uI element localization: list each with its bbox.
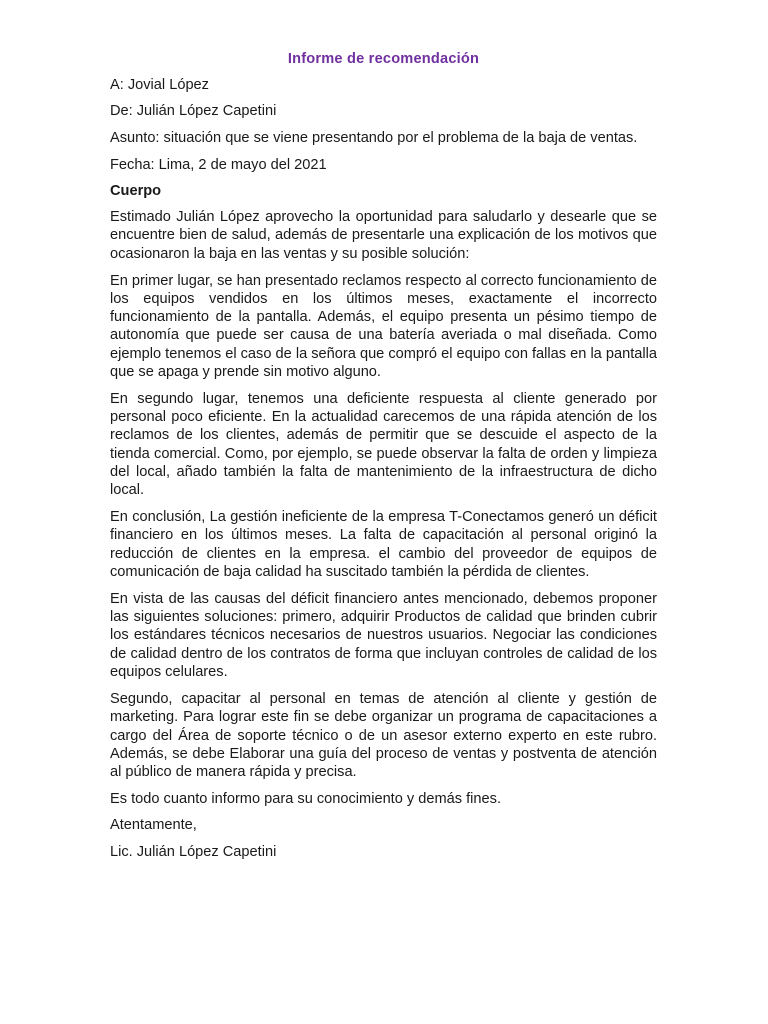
recipient-line: A: Jovial López <box>110 77 209 94</box>
body-paragraph: En conclusión, La gestión ineficiente de la empresa T-Conectamos generó un déficit financiero en los últimos meses. La falta de capacitación al personal originó la reducción de clientes en la empresa. el cambio del proveedor de equipos de comunicación de baja calidad ha suscitado también la pérdida de clientes. <box>110 509 657 580</box>
document-title: Informe de recomendación <box>287 51 480 67</box>
body-paragraph: En primer lugar, se han presentado reclamos respecto al correcto funcionamiento de los equipos vendidos en los últimos meses, exactamente el incorrecto funcionamiento de la pantalla. Además, el equipo presenta un pésimo tiempo de autonomía que puede ser causa de una batería averiada o mal diseñada. Como ejemplo tenemos el caso de la señora que compró el equipo con fallas en la pantalla que se apaga y prende sin motivo alguno. <box>110 272 657 380</box>
body-paragraph: En vista de las causas del déficit financiero antes mencionado, debemos proponer las siguientes soluciones: primero, adquirir Productos de calidad que brinden cubrir los estándares técnicos necesarios de nuestros usuarios. Negociar las condiciones de calidad dentro de los contratos de forma que incluyan controles de calidad de los equipos celulares. <box>110 591 657 680</box>
document-page <box>110 50 657 869</box>
date-line: Fecha: Lima, 2 de mayo del 2021 <box>110 156 327 173</box>
body-paragraph: Estimado Julián López aprovecho la oportunidad para saludarlo y desearle que se encuentre bien de salud, además de presentarle una explicación de los motivos que ocasionaron la baja en las ventas y su posible solución: <box>110 209 657 262</box>
closing-note: Es todo cuanto informo para su conocimiento y demás fines. <box>110 791 501 808</box>
subject-line: Asunto: situación que se viene presentando por el problema de la baja de ventas. <box>110 129 638 146</box>
body-paragraph: Segundo, capacitar al personal en temas de atención al cliente y gestión de marketing. Para lograr este fin se debe organizar un programa de capacitaciones a cargo del Área de soporte técnico o de un asesor externo experto en este rubro. Además, se debe Elaborar una guía del proceso de ventas y postventa de atención al público de manera rápida y precisa. <box>110 691 657 780</box>
signature: Lic. Julián López Capetini <box>110 843 277 860</box>
body-heading: Cuerpo <box>110 183 162 200</box>
salutation: Atentamente, <box>110 817 197 834</box>
sender-line: De: Julián López Capetini <box>110 103 277 120</box>
body-paragraph: En segundo lugar, tenemos una deficiente respuesta al cliente generado por personal poco eficiente. En la actualidad carecemos de una rápida atención de los reclamos de los clientes, además de permitir que se descuide el aspecto de la tienda comercial. Como, por ejemplo, se puede observar la falta de orden y limpieza del local, añado también la falta de mantenimiento de la infraestructura de dicho local. <box>110 391 657 499</box>
